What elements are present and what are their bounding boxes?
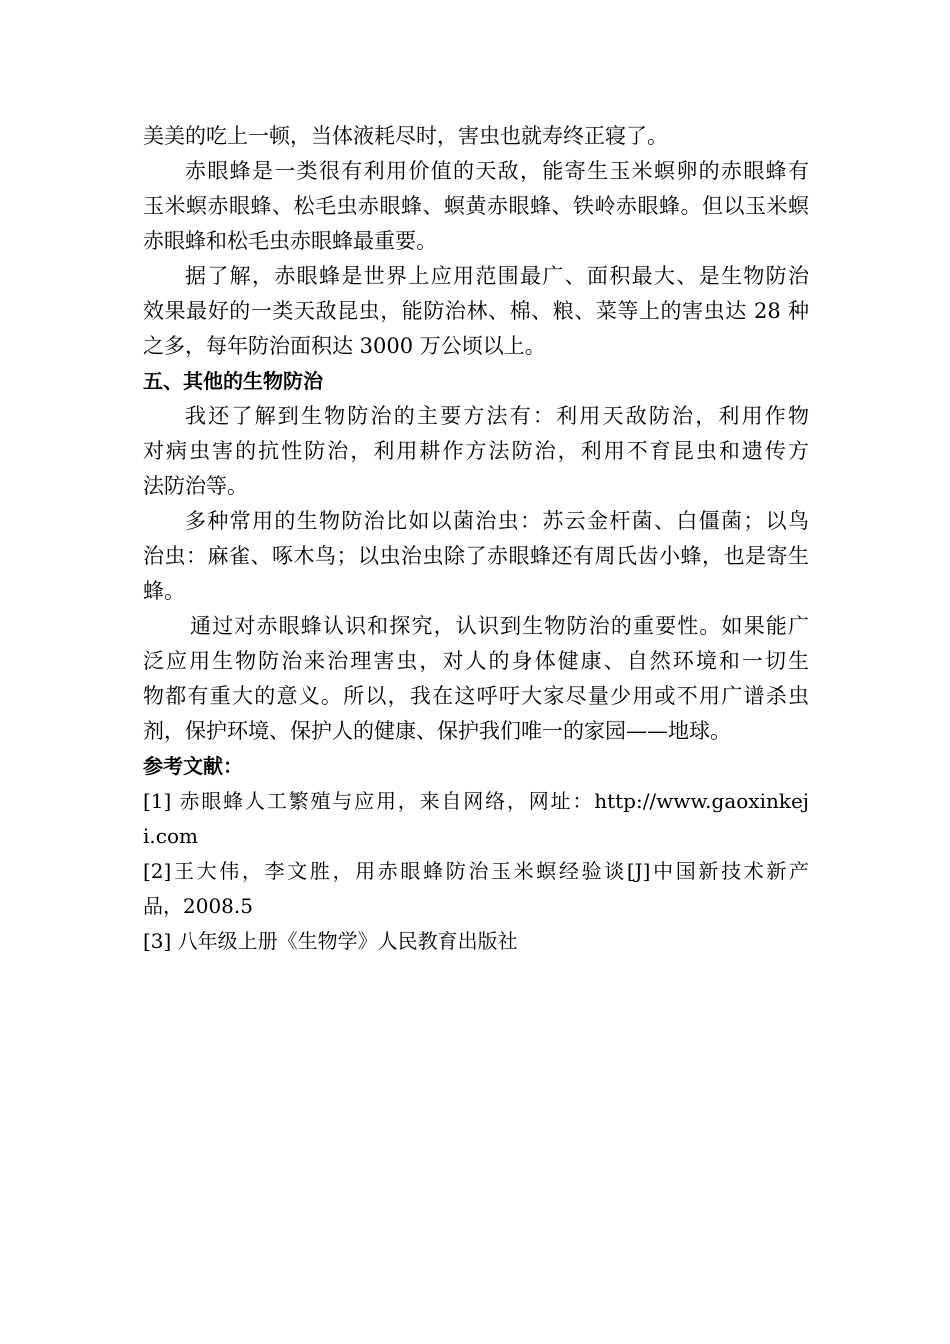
reference-list <box>143 784 809 959</box>
text-line: 通过对赤眼蜂认识和探究，认识到生物防治的重要性。如果能广 <box>190 614 809 638</box>
text-line: 对病虫害的抗性防治，利用耕作方法防治，利用不育昆虫和遗传方 <box>143 439 809 463</box>
text-line: [3] 八年级上册《生物学》人民教育出版社 <box>143 929 518 953</box>
text-line: 泛应用生物防治来治理害虫，对人的身体健康、自然环境和一切生 <box>143 649 809 673</box>
text-line: 我还了解到生物防治的主要方法有：利用天敌防治，利用作物 <box>185 404 809 428</box>
text-line: i.com <box>143 824 198 848</box>
document-body <box>143 119 809 959</box>
text-line: 品，2008.5 <box>143 894 253 918</box>
paragraph-continuation <box>143 119 809 154</box>
text-line: [2]王大伟，李文胜，用赤眼蜂防治玉米螟经验谈[J]中国新技术新产 <box>143 859 809 883</box>
reference-item <box>143 924 809 959</box>
paragraph-conclusion <box>143 609 809 749</box>
text-line: 美美的吃上一顿，当体液耗尽时，害虫也就寿终正寝了。 <box>143 124 668 148</box>
text-line: 蜂。 <box>143 579 185 603</box>
text-line: 剂，保护环境、保护人的健康、保护我们唯一的家园——地球。 <box>143 719 731 743</box>
text-line: [1] 赤眼蜂人工繁殖与应用，来自网络，网址：http://www.gaoxinkej <box>143 789 809 813</box>
text-line: 据了解，赤眼蜂是世界上应用范围最广、面积最大、是生物防治 <box>185 264 809 288</box>
references-heading: 参考文献： <box>143 754 243 778</box>
text-line: 赤眼蜂是一类很有利用价值的天敌，能寄生玉米螟卵的赤眼蜂有 <box>185 159 809 183</box>
text-line: 赤眼蜂和松毛虫赤眼蜂最重要。 <box>143 229 437 253</box>
reference-item <box>143 784 809 854</box>
section-heading: 五、其他的生物防治 <box>143 369 323 393</box>
text-line: 治虫：麻雀、啄木鸟；以虫治虫除了赤眼蜂还有周氏齿小蜂，也是寄生 <box>143 544 809 568</box>
reference-item <box>143 854 809 924</box>
paragraph-trichogramma-application <box>143 259 809 364</box>
paragraph-examples <box>143 504 809 609</box>
paragraph-methods <box>143 399 809 504</box>
text-line: 物都有重大的意义。所以，我在这呼吁大家尽量少用或不用广谱杀虫 <box>143 684 809 708</box>
paragraph-trichogramma-types <box>143 154 809 259</box>
text-line: 效果最好的一类天敌昆虫，能防治林、棉、粮、菜等上的害虫达 28 种 <box>143 299 809 323</box>
text-line: 之多，每年防治面积达 3000 万公顷以上。 <box>143 334 546 358</box>
text-line: 法防治等。 <box>143 474 248 498</box>
text-line: 多种常用的生物防治比如以菌治虫：苏云金杆菌、白僵菌；以鸟 <box>185 509 809 533</box>
text-line: 玉米螟赤眼蜂、松毛虫赤眼蜂、螟黄赤眼蜂、铁岭赤眼蜂。但以玉米螟 <box>143 194 809 218</box>
